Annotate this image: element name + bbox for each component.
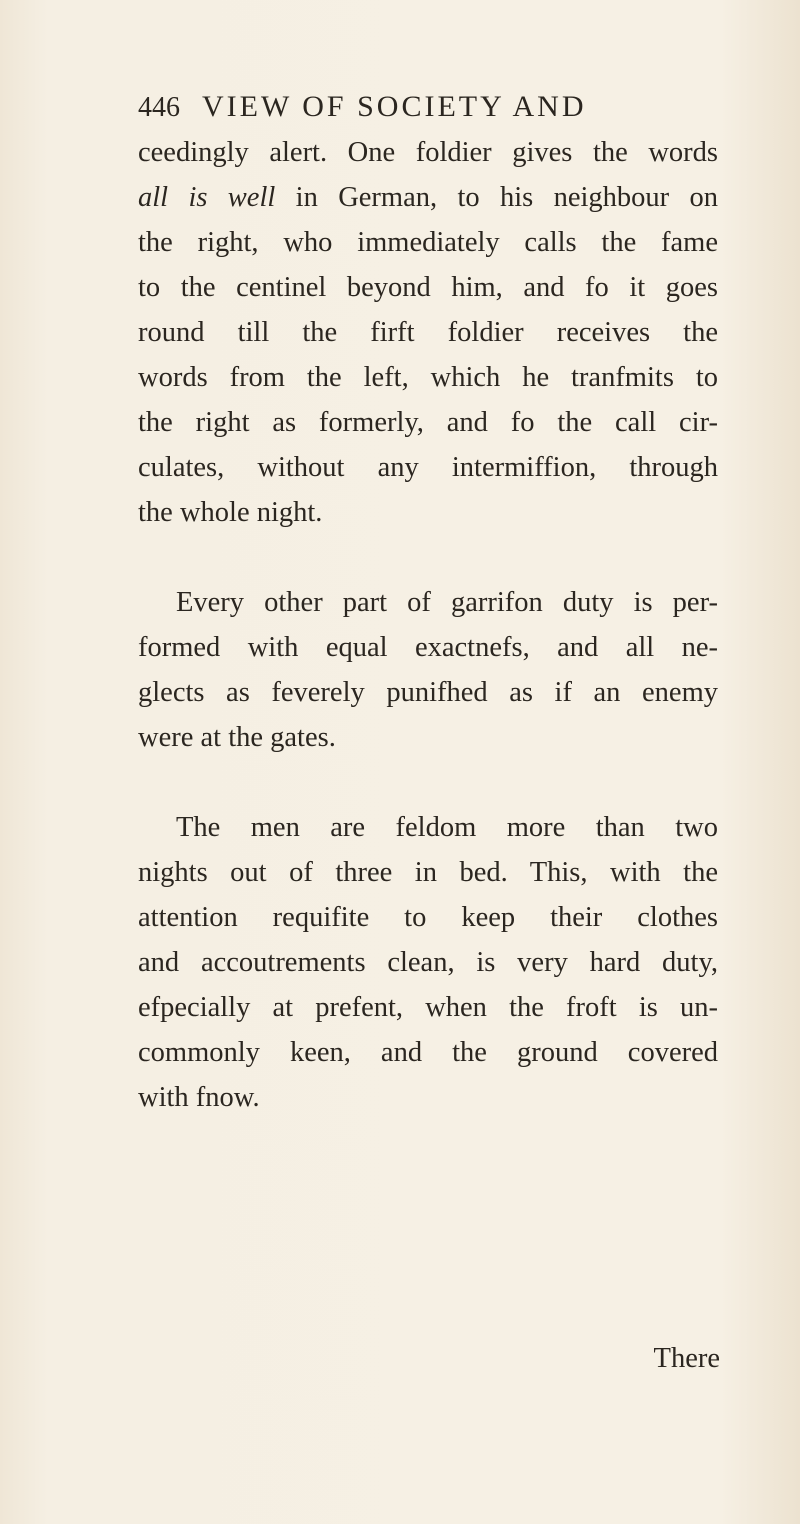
text-line: efpecially at prefent, when the froft is un- xyxy=(138,992,718,1023)
text-line: the right as formerly, and fo the call cir- xyxy=(138,407,718,438)
text-line: commonly keen, and the ground covered xyxy=(138,1037,718,1068)
paragraph-3 xyxy=(138,805,718,1120)
text-line: the whole night. xyxy=(138,497,323,528)
text-line: nights out of three in bed. This, with the xyxy=(138,857,718,888)
paragraph-2 xyxy=(138,580,718,760)
italic-phrase: all is well xyxy=(138,182,276,213)
text-line xyxy=(138,175,718,220)
text-line: ceedingly alert. One foldier gives the words xyxy=(138,137,718,168)
text-line: attention requifite to keep their clothes xyxy=(138,902,718,933)
text-line: Every other part of garrifon duty is per- xyxy=(176,587,718,618)
text-line: glects as feverely punifhed as if an enemy xyxy=(138,677,718,708)
text-line: The men are feldom more than two xyxy=(176,812,718,843)
paragraph-gap xyxy=(138,760,718,805)
text-line: culates, without any intermiffion, through xyxy=(138,452,718,483)
text-line: were at the gates. xyxy=(138,722,336,753)
page-number: 446 xyxy=(138,92,180,123)
catchword: There xyxy=(653,1343,720,1374)
paragraph-1 xyxy=(138,130,718,535)
running-head: VIEW OF SOCIETY AND xyxy=(202,90,587,123)
body-text xyxy=(138,130,718,1120)
text-line: and accoutrements clean, is very hard duty, xyxy=(138,947,718,978)
text-line: the right, who immediately calls the fame xyxy=(138,227,718,258)
text-line: round till the firft foldier receives the xyxy=(138,317,718,348)
text-span: in German, to his neighbour on xyxy=(295,182,719,213)
paragraph-gap xyxy=(138,535,718,580)
text-line: formed with equal exactnefs, and all ne- xyxy=(138,632,718,663)
text-line: to the centinel beyond him, and fo it goes xyxy=(138,272,718,303)
text-line: words from the left, which he tranfmits to xyxy=(138,362,718,393)
text-line: with fnow. xyxy=(138,1082,260,1113)
